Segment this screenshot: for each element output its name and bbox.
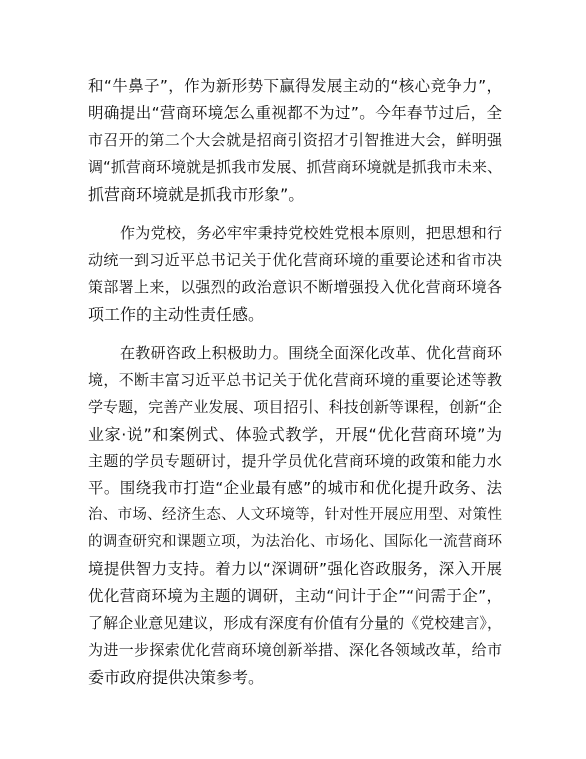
text-line: 的调查研究和课题立项，为法治化、市场化、国际化一流营商环	[88, 534, 502, 550]
text-line: 优化营商环境为主题的调研，主动“问计于企”“问需于企”，	[88, 587, 502, 605]
text-line: 平。围绕我市打造“企业最有感”的城市和优化提升政务、法	[88, 479, 502, 497]
text-line: 调“抓营商环境就是抓我市发展、抓营商环境就是抓我市未来、	[88, 158, 502, 176]
text-line: 委市政府提供决策参考。	[88, 668, 265, 687]
paragraph-3	[88, 340, 502, 691]
text-line: 明确提出“营商环境怎么重视都不为过”。今年春节过后，全	[88, 104, 502, 122]
text-line: 为进一步探索优化营商环境创新举措、深化各领域改革，给市	[88, 641, 502, 659]
text-line: 主题的学员专题研讨，提升学员优化营商环境的政策和能力水	[88, 452, 502, 470]
text-line: 作为党校，务必牢牢秉持党校姓党根本原则，把思想和行	[120, 224, 502, 242]
text-line: 境提供智力支持。着力以“深调研”强化咨政服务，深入开展	[88, 560, 502, 578]
text-line: 动统一到习近平总书记关于优化营商环境的重要论述和省市决	[88, 251, 502, 269]
text-line: 学专题，完善产业发展、项目招引、科技创新等课程，创新“企	[88, 398, 502, 416]
text-line: 境，不断丰富习近平总书记关于优化营商环境的重要论述等教	[88, 371, 502, 389]
text-line: 市召开的第二个大会就是招商引资招才引智推进大会，鲜明强	[88, 131, 502, 149]
text-line: 了解企业意见建议，形成有深度有价值有分量的《党校建言》，	[88, 614, 502, 632]
text-line: 策部署上来，以强烈的政治意识不断增强投入优化营商环境各	[88, 278, 502, 296]
text-line: 治、市场、经济生态、人文环境等，针对性开展应用型、对策性	[88, 507, 502, 523]
text-line: 抓营商环境就是抓我市形象”。	[88, 185, 305, 204]
paragraph-spacer	[88, 208, 502, 220]
text-line: 和“牛鼻子”，作为新形势下赢得发展主动的“核心竞争力”，	[88, 77, 502, 95]
paragraph-spacer	[88, 328, 502, 340]
text-line: 业家·说”和案例式、体验式教学，开展“优化营商环境”为	[88, 425, 502, 444]
paragraph-2	[88, 220, 502, 328]
document-body	[88, 73, 502, 691]
text-line: 项工作的主动性责任感。	[88, 305, 265, 324]
paragraph-1	[88, 73, 502, 208]
text-line: 在教研咨政上积极助力。围绕全面深化改革、优化营商环	[120, 344, 502, 362]
